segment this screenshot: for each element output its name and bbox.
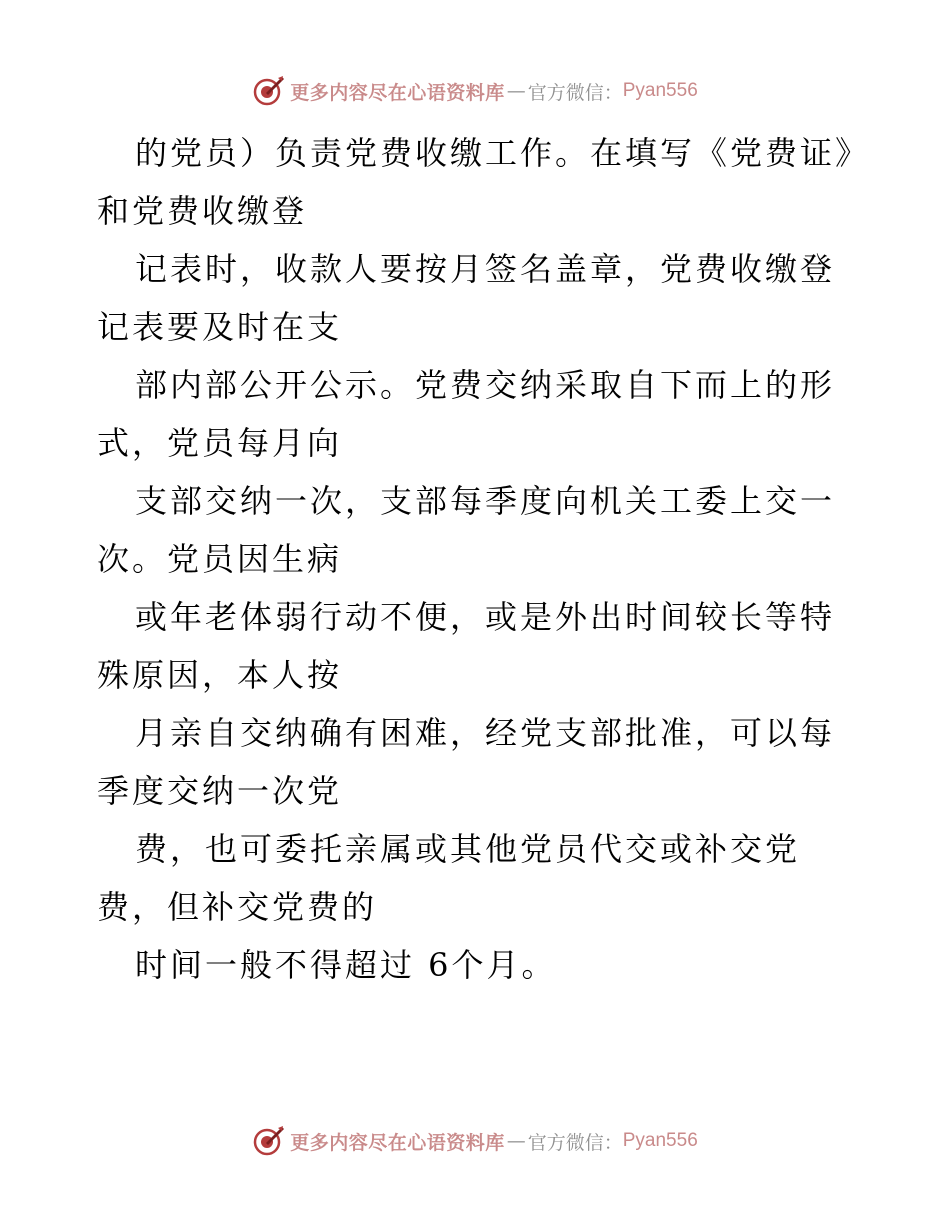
watermark-text: 更多内容尽在心语资料库 xyxy=(290,1131,505,1154)
watermark-label: 官方微信： xyxy=(527,81,623,104)
paragraph-3: 部内部公开公示。党费交纳采取自下而上的形式，党员每月向 xyxy=(97,366,836,462)
quill-pen-logo-icon xyxy=(252,1124,286,1158)
watermark-label: 官方微信： xyxy=(527,1131,623,1154)
watermark-id: Pyan556 xyxy=(622,1130,698,1151)
watermark-id: Pyan556 xyxy=(622,80,698,101)
watermark-text: 更多内容尽在心语资料库 xyxy=(290,81,505,104)
paragraph-2: 记表时，收款人要按月签名盖章，党费收缴登记表要及时在支 xyxy=(97,250,836,346)
paragraph-6: 月亲自交纳确有困难，经党支部批准，可以每季度交纳一次党 xyxy=(97,714,836,810)
watermark-dash: — xyxy=(506,80,526,102)
paragraph-7: 费，也可委托亲属或其他党员代交或补交党费，但补交党费的 xyxy=(97,830,801,926)
quill-pen-logo-icon xyxy=(252,74,286,108)
paragraph-8: 时间一般不得超过 6个月。 xyxy=(135,946,557,984)
paragraph-1: 的党员）负责党费收缴工作。在填写《党费证》和党费收缴登 xyxy=(97,134,855,230)
footer-watermark xyxy=(0,1121,950,1161)
paragraph-5: 或年老体弱行动不便，或是外出时间较长等特殊原因，本人按 xyxy=(97,598,836,694)
paragraph-4: 支部交纳一次，支部每季度向机关工委上交一次。党员因生病 xyxy=(97,482,836,578)
header-watermark xyxy=(0,71,950,111)
watermark-dash: — xyxy=(506,1130,526,1152)
document-body xyxy=(97,124,857,994)
